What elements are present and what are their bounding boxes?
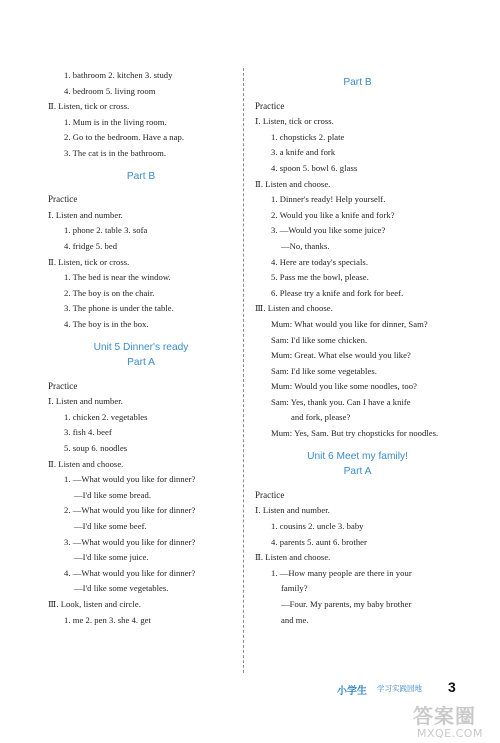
exercise-line: 1. me 2. pen 3. she 4. get (64, 614, 151, 625)
exercise-heading: Ⅰ. Listen and number. (255, 505, 330, 516)
exercise-line: 2. Would you like a knife and fork? (271, 209, 395, 220)
exercise-line: 1. —What would you like for dinner? (64, 474, 196, 485)
section-heading: Part A (127, 357, 155, 369)
exercise-line: 6. Please try a knife and fork for beef. (271, 287, 404, 298)
exercise-line: 4. fridge 5. bed (64, 240, 118, 251)
practice-label: Practice (255, 489, 285, 500)
exercise-heading: Ⅱ. Listen and choose. (255, 552, 331, 563)
exercise-heading: Ⅰ. Listen and number. (48, 209, 123, 220)
right-column (255, 70, 460, 630)
section-heading: Unit 6 Meet my family! (307, 450, 408, 462)
exercise-heading: Ⅲ. Look, listen and circle. (48, 599, 141, 609)
exercise-line: —I'd like some beef. (74, 521, 147, 532)
exercise-line: 3. fish 4. beef (64, 427, 112, 438)
exercise-line: 1. phone 2. table 3. sofa (64, 225, 148, 236)
exercise-line: 5. soup 6. noodles (64, 443, 128, 454)
exercise-line: Mum: Would you like some noodles, too? (271, 381, 417, 392)
exercise-line: 4. bedroom 5. living room (64, 85, 156, 96)
exercise-line: 1. Dinner's ready! Help yourself. (271, 194, 386, 205)
footer-brand: 小学生 (337, 686, 367, 697)
exercise-line: 1. —How many people are there in your (271, 567, 412, 578)
exercise-line: —No, thanks. (281, 240, 330, 251)
exercise-line: 4. The boy is in the box. (64, 318, 149, 329)
exercise-heading: Ⅱ. Listen and choose. (255, 178, 331, 189)
exercise-line: Sam: I'd like some chicken. (271, 334, 368, 345)
exercise-heading: Ⅰ. Listen and number. (48, 396, 123, 407)
exercise-line: 3. —What would you like for dinner? (64, 536, 196, 547)
exercise-line: —I'd like some vegetables. (74, 583, 169, 594)
practice-label: Practice (255, 100, 285, 111)
practice-label: Practice (48, 194, 78, 205)
exercise-line: —Four. My parents, my baby brother (281, 599, 412, 609)
practice-label: Practice (48, 380, 78, 391)
exercise-line: 4. —What would you like for dinner? (64, 567, 196, 578)
column-divider (243, 68, 244, 673)
exercise-line: 1. Mum is in the living room. (64, 116, 167, 127)
exercise-line: 2. Go to the bedroom. Have a nap. (64, 132, 185, 143)
watermark-logo (395, 700, 500, 743)
exercise-heading: Ⅰ. Listen, tick or cross. (255, 116, 334, 127)
section-heading: Part A (343, 466, 372, 478)
exercise-heading: Ⅱ. Listen, tick or cross. (48, 256, 130, 267)
exercise-line: 4. spoon 5. bowl 6. glass (271, 162, 358, 173)
exercise-line: —I'd like some bread. (74, 489, 152, 500)
watermark-line1: 答案圈 (413, 704, 476, 728)
exercise-line: Sam: Yes, thank you. Can I have a knife (271, 396, 411, 407)
section-heading: Part B (126, 170, 156, 182)
exercise-line: 2. The boy is on the chair. (64, 287, 155, 298)
exercise-line: 1. chopsticks 2. plate (271, 131, 345, 142)
exercise-heading: Ⅱ. Listen, tick or cross. (48, 101, 130, 112)
exercise-line: —I'd like some juice. (74, 552, 149, 563)
exercise-line: 2. —What would you like for dinner? (64, 505, 196, 516)
exercise-line: Mum: What would you like for dinner, Sam? (271, 318, 428, 329)
exercise-line: 1. The bed is near the window. (64, 272, 171, 283)
exercise-line: 1. cousins 2. uncle 3. baby (271, 521, 364, 532)
exercise-line: and me. (281, 614, 309, 625)
exercise-line: Mum: Yes, Sam. But try chopsticks for noodles. (271, 428, 439, 439)
exercise-line: and fork, please? (291, 412, 351, 423)
exercise-line: Mum: Great. What else would you like? (271, 350, 411, 361)
exercise-line: 1. bathroom 2. kitchen 3. study (64, 70, 173, 80)
section-heading: Unit 5 Dinner's ready (93, 341, 189, 353)
exercise-line: 1. chicken 2. vegetables (64, 411, 148, 422)
footer-subtitle: 学习实践园地 (377, 684, 422, 693)
exercise-heading: Ⅲ. Listen and choose. (255, 303, 333, 314)
exercise-line: 3. a knife and fork (271, 147, 336, 158)
exercise-line: family? (281, 583, 308, 594)
left-column (48, 70, 234, 630)
page-number: 3 (448, 679, 456, 695)
exercise-line: 3. The cat is in the bathroom. (64, 147, 167, 158)
exercise-line: 3. —Would you like some juice? (271, 225, 386, 236)
watermark-line2: MXQE.COM (417, 727, 483, 740)
exercise-line: 5. Pass me the bowl, please. (271, 272, 369, 283)
section-heading: Part B (343, 77, 372, 88)
page-footer (337, 679, 467, 697)
exercise-line: 4. Here are today's specials. (271, 256, 369, 267)
exercise-line: 3. The phone is under the table. (64, 303, 174, 314)
exercise-heading: Ⅱ. Listen and choose. (48, 458, 124, 469)
exercise-line: Sam: I'd like some vegetables. (271, 365, 377, 376)
exercise-line: 4. parents 5. aunt 6. brother (271, 536, 367, 547)
